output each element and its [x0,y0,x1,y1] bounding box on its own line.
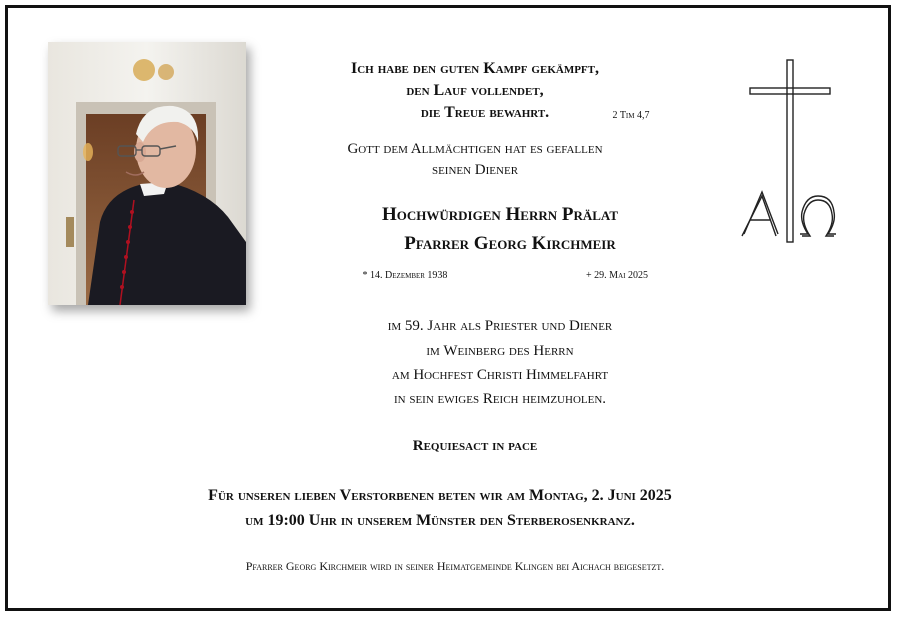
intro-line-1: Gott dem Allmächtigen hat es gefallen [347,141,603,157]
body-line-2: im Weinberg des Herrn [426,343,574,359]
burial-note: Pfarrer Georg Kirchmeir wird in seiner Heimatgemeinde Klingen bei Aichach beigesetzt. [245,559,665,573]
verse-line-1: Ich habe den guten Kampf gekämpft, [350,60,599,77]
birth-date: * 14. Dezember 1938 [362,270,448,281]
prayer-line-2: um 19:00 Uhr in unserem Münster den Sterberosenkranz. [245,512,635,529]
body-line-3: am Hochfest Christi Himmelfahrt [391,367,609,383]
deceased-title: Hochwürdigen Herrn Prälat [381,204,619,225]
verse-reference: 2 Tim 4,7 [612,110,650,121]
body-line-4: in sein ewiges Reich heimzuholen. [393,391,607,407]
requiescat-text: Requiesact in pace [412,438,538,454]
body-line-1: im 59. Jahr als Priester und Diener [387,318,613,334]
deceased-name: Pfarrer Georg Kirchmeir [404,233,616,254]
portrait-photo [48,42,246,305]
verse-line-3: die Treue bewahrt. [420,104,550,121]
intro-line-2: seinen Diener [431,162,519,178]
prayer-line-1: Für unseren lieben Verstorbenen beten wir am Montag, 2. Juni 2025 [208,487,672,504]
verse-line-2: den Lauf vollendet, [406,82,544,99]
death-date: + 29. Mai 2025 [586,270,648,281]
cross-alpha-omega-icon [740,58,840,248]
